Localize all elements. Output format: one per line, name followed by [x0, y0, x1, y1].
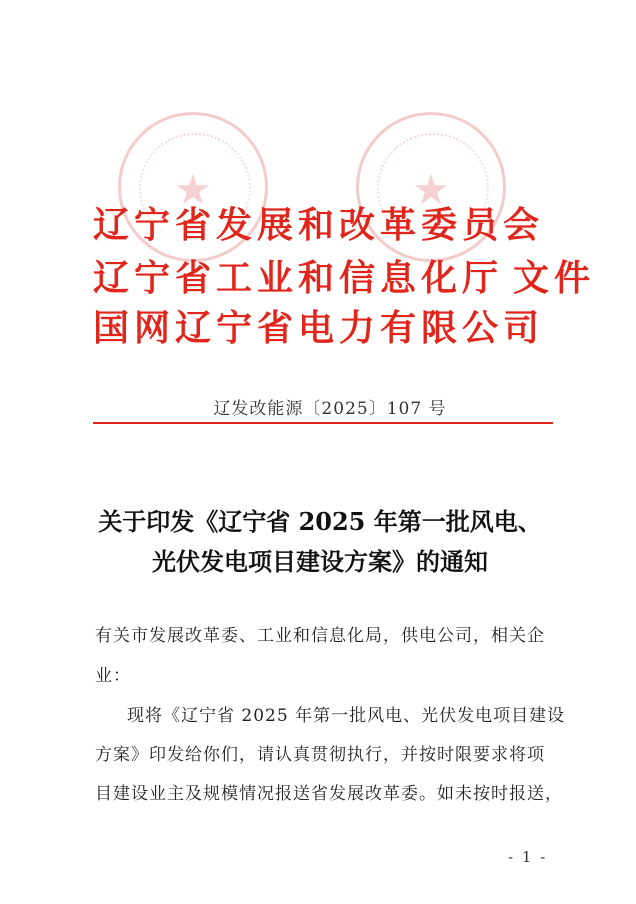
document-title-line-2: 光伏发电项目建设方案》的通知 [152, 547, 488, 576]
page-number: - 1 - [508, 848, 548, 866]
seal-star-icon: ★ [174, 165, 212, 214]
addressee-line-2: 业： [95, 666, 131, 686]
red-divider [93, 422, 553, 424]
body-paragraph-line-1: 现将《辽宁省 2025 年第一批风电、光伏发电项目建设 [127, 706, 566, 726]
body-paragraph-line-3: 目建设业主及规模情况报送省发展改革委。如未按时报送， [95, 784, 563, 804]
issuer-line-1: 辽宁省发展和改革委员会 [93, 204, 545, 246]
document-number: 辽发改能源〔2025〕107 号 [213, 399, 447, 419]
document-title-line-1: 关于印发《辽宁省 2025 年第一批风电、 [98, 507, 542, 536]
issuer-line-2-name: 辽宁省工业和信息化厅 [93, 257, 504, 299]
body-paragraph-line-2: 方案》印发给你们，请认真贯彻执行，并按时限要求将项 [95, 745, 545, 765]
issuer-line-3: 国网辽宁省电力有限公司 [93, 307, 545, 349]
seal-star-icon: ★ [412, 165, 450, 214]
issuer-line-2 [93, 258, 595, 298]
document-suffix: 文件 [513, 257, 596, 299]
addressee-line-1: 有关市发展改革委、工业和信息化局，供电公司，相关企 [95, 626, 545, 646]
